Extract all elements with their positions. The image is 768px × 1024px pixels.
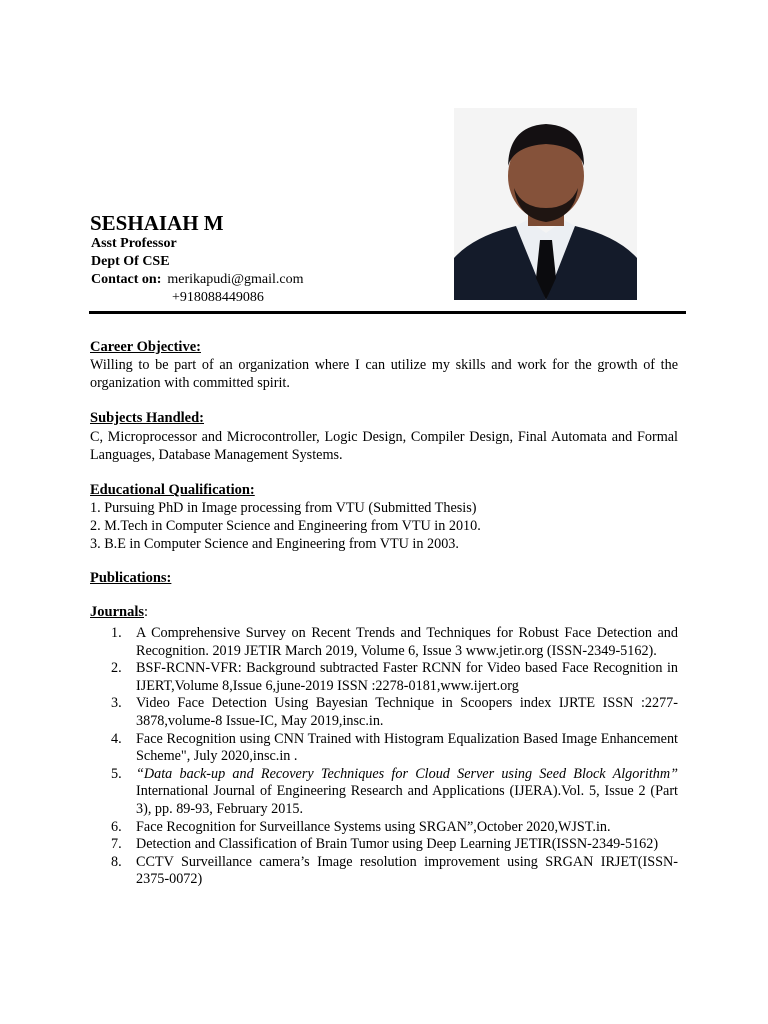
journal-list	[111, 625, 678, 889]
journal-item: 2. BSF-RCNN-VFR: Background subtracted Faster RCNN for Video based Face Recognition in IJERT,Volume 8,Issue 6,june-2019 ISSN :2278-0181,www.ijert.org	[111, 660, 678, 694]
career-objective-text: Willing to be part of an organization where I can utilize my skills and work for the growth of the organization with committed spirit.	[90, 357, 678, 391]
education-item: 2. M.Tech in Computer Science and Engineering from VTU in 2010.	[90, 518, 481, 534]
contact-line	[91, 272, 304, 288]
journal-item: 3. Video Face Detection Using Bayesian Technique in Scoopers index IJRTE ISSN :2277-3878,volume-8 Issue-IC, May 2019,insc.in.	[111, 695, 678, 729]
education-item: 1. Pursuing PhD in Image processing from VTU (Submitted Thesis)	[90, 500, 477, 516]
journal-item: 7. Detection and Classification of Brain Tumor using Deep Learning JETIR(ISSN-2349-5162)	[111, 836, 659, 853]
education-heading: Educational Qualification:	[90, 482, 255, 498]
journal-item: 6. Face Recognition for Surveillance Systems using SRGAN”,October 2020,WJST.in.	[111, 818, 611, 835]
journal-item: 8. CCTV Surveillance camera’s Image resolution improvement using SRGAN IRJET(ISSN-2375-0072)	[111, 853, 678, 888]
journals-heading: Journals:	[90, 604, 149, 620]
header-divider	[89, 311, 686, 314]
journal-item: 1. A Comprehensive Survey on Recent Trends and Techniques for Robust Face Detection and Recognition. 2019 JETIR March 2019, Volume 6, Issue 3 www.jetir.org (ISSN-2349-5162).	[111, 625, 678, 659]
career-objective-heading: Career Objective:	[90, 339, 201, 355]
subjects-text: C, Microprocessor and Microcontroller, Logic Design, Compiler Design, Final Automata and Formal Languages, Database Management Systems.	[90, 429, 678, 463]
journal-item: 4. Face Recognition using CNN Trained with Histogram Equalization Based Image Enhancement Scheme", July 2020,insc.in .	[111, 730, 678, 765]
department: Dept Of CSE	[91, 254, 170, 269]
job-title: Asst Professor	[91, 236, 177, 251]
contact-label: Contact on:	[91, 272, 162, 287]
subjects-heading: Subjects Handled:	[90, 410, 205, 426]
phone-number: +918088449086	[172, 290, 264, 305]
email-link[interactable]: merikapudi@gmail.com	[167, 272, 304, 287]
journal-item: 5. “Data back-up and Recovery Techniques for Cloud Server using Seed Block Algorithm” International Journal of Engineering Research and Applications (IJERA).Vol. 5, Issue 2 (Part 3), pp. 89-93, February 2015.	[111, 765, 678, 817]
education-item: 3. B.E in Computer Science and Engineering from VTU in 2003.	[90, 536, 459, 552]
profile-photo	[454, 108, 637, 300]
publications-heading: Publications:	[90, 570, 172, 586]
person-name: SESHAIAH M	[90, 211, 224, 235]
